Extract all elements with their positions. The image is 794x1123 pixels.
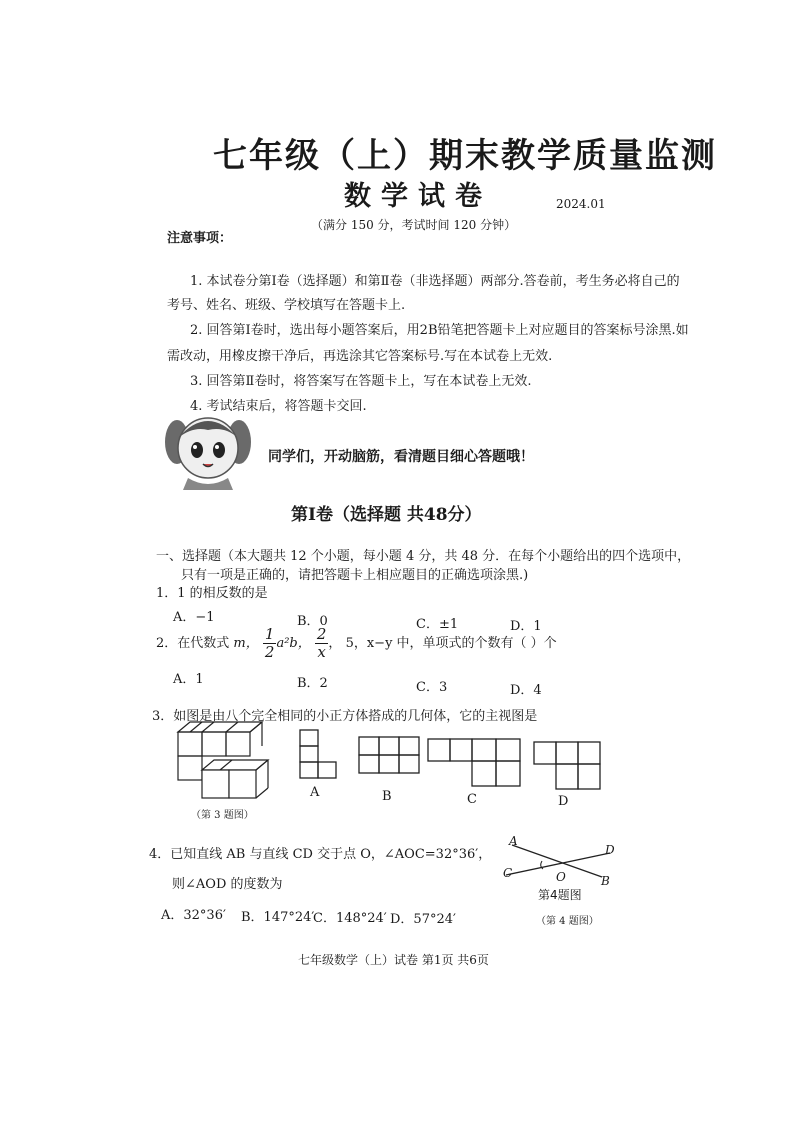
q2-option-b: B．2 [297,676,328,691]
q2-fraction-half [263,626,277,661]
q4-figure-title: 第4题图 [538,888,582,902]
page-footer: 七年级数学（上）试卷 第1页 共6页 [298,953,489,967]
q2-fraction-half-den: 2 [264,643,275,661]
q3-label-d: D [558,794,569,809]
exam-subtitle: 数学试卷 [344,181,492,212]
q2-term-a2b: a²b， [276,636,311,651]
cartoon-girl-image [163,412,253,490]
q2-fraction-2-over-x [315,626,329,661]
q4-point-a: A [509,834,518,848]
q4-stem-line-2: 则∠AOD 的度数为 [172,877,283,892]
q3-label-c: C [467,792,477,807]
exam-score-time: （满分 150 分，考试时间 120 分钟） [311,218,517,232]
q1-option-c: C．±1 [416,617,459,632]
q4-point-b: B [601,874,610,888]
q2-prefix: 2．在代数式 [156,636,230,651]
q4-point-o: O [556,870,566,884]
q2-fraction-2x-den: x [317,643,326,661]
notice-item-1-line-2: 考号、姓名、班级、学校填写在答题卡上. [167,298,406,313]
q3-figure-caption: （第 3 题图） [191,810,254,821]
q4-stem-line-1: 4．已知直线 AB 与直线 CD 交于点 O，∠AOC=32°36′， [149,847,492,862]
q4-option-c: C．148°24′ [313,911,387,926]
exam-title: 七年级（上）期末教学质量监测 [213,136,717,176]
notice-item-4: 4. 考试结束后，将答题卡交回. [190,399,367,414]
q1-stem: 1．1 的相反数的是 [156,586,268,601]
q2-term-m: m， [233,636,259,651]
q3-label-b: B [382,789,392,804]
q3-cube-figure [170,720,272,802]
q4-option-a: A．32°36′ [161,908,226,923]
q4-option-b: B．147°24′ [241,910,315,925]
q4-figure-caption: （第 4 题图） [536,916,599,927]
notice-item-1-line-1: 1. 本试卷分第Ⅰ卷（选择题）和第Ⅱ卷（非选择题）两部分.答卷前，考生务必将自己的 [190,274,680,289]
q1-option-b: B．0 [297,614,328,629]
notice-heading: 注意事项： [167,231,233,246]
q2-fraction-half-num: 1 [264,625,275,643]
q3-option-c-view [427,738,521,792]
q3-option-d-view [533,741,601,795]
notice-item-2-line-1: 2. 回答第Ⅰ卷时，选出每小题答案后，用2B铅笔把答题卡上对应题目的答案标号涂黑.如 [190,323,689,338]
q4-option-d: D．57°24′ [390,912,456,927]
notice-item-2-line-2: 需改动，用橡皮擦干净后，再选涂其它答案标号.写在本试卷上无效. [167,349,553,364]
q2-option-a: A．1 [173,672,204,687]
q2-fraction-2x-num: 2 [316,625,327,643]
section-1-instructions-line-1: 一、选择题（本大题共 12 个小题，每小题 4 分，共 48 分．在每个小题给出的四个选项中， [156,549,691,564]
q4-point-c: C [503,866,513,880]
section-1-instructions-line-2: 只有一项是正确的，请把答题卡上相应题目的正确选项涂黑.) [181,568,529,583]
q1-option-a: A．−1 [173,610,215,625]
q2-suffix: 5，x−y 中，单项式的个数有（ ）个 [345,636,557,651]
q3-stem: 3．如图是由八个完全相同的小正方体搭成的几何体，它的主视图是 [152,709,538,724]
notice-item-3: 3. 回答第Ⅱ卷时，将答案写在答题卡上，写在本试卷上无效. [190,374,532,389]
section-1-title: 第Ⅰ卷（选择题 共48分） [291,505,482,525]
encouragement-banner: 同学们，开动脑筋，看清题目细心答题哦！ [268,449,534,465]
q4-point-d: D [605,843,615,857]
q3-label-a: A [310,785,320,800]
q2-stem [156,625,557,663]
q2-option-d: D．4 [510,683,542,698]
q1-option-d: D．1 [510,619,542,634]
q3-option-b-view [358,736,420,780]
q2-option-c: C．3 [416,680,448,695]
exam-date: 2024.01 [556,197,606,211]
q3-option-a-view [299,729,337,783]
q2-comma: ， [328,636,342,651]
